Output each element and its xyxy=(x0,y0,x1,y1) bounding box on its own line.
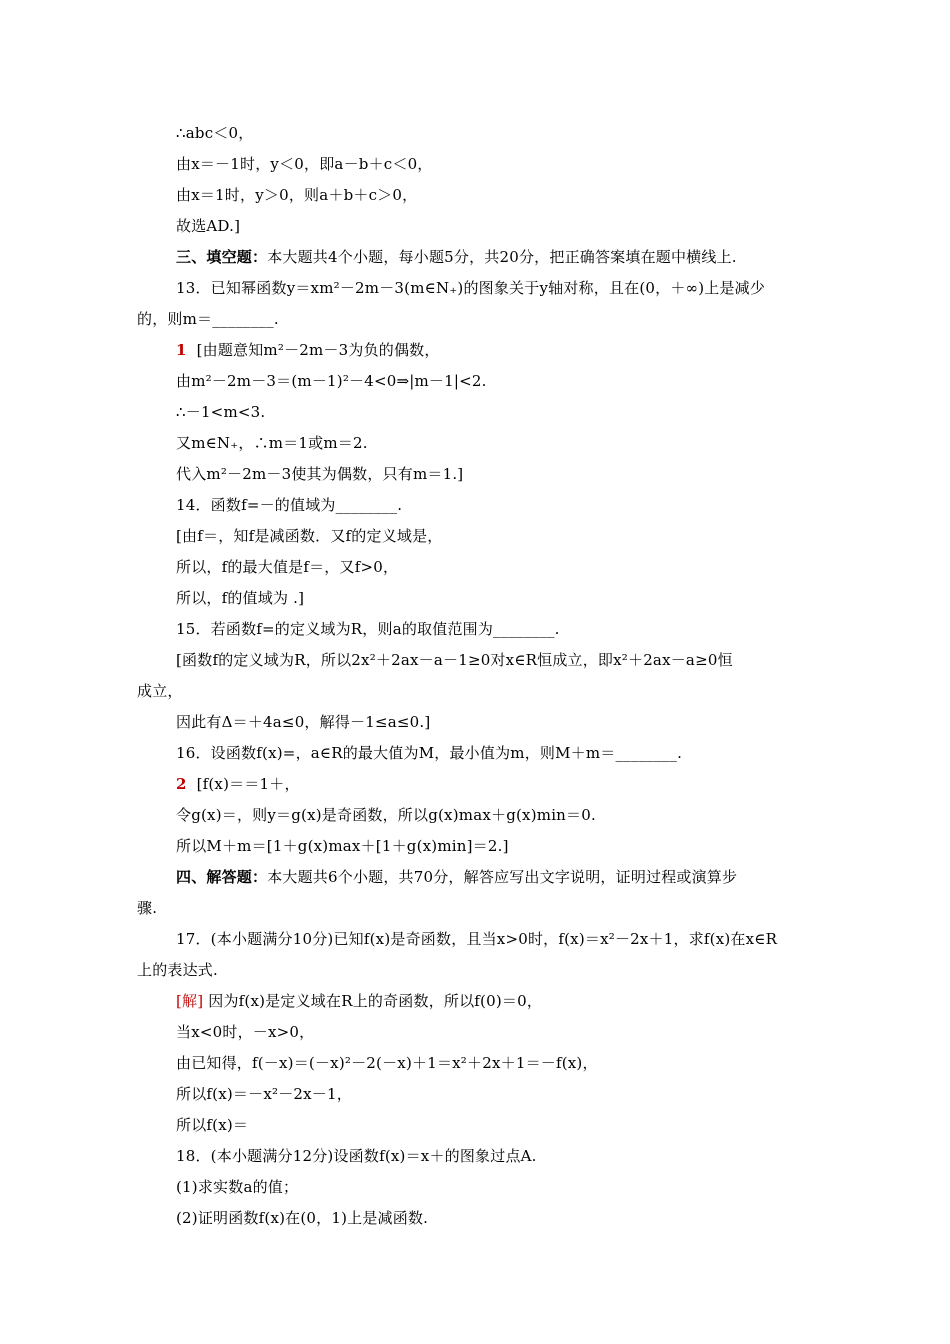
text-line: 由x＝1时，y＞0，则a＋b＋c＞0， xyxy=(176,186,418,204)
text-line: 所以，f的最大值是f＝，又f>0， xyxy=(176,558,399,576)
answer-value: 2 xyxy=(176,775,187,793)
question-14: 14．函数f=－的值域为________. xyxy=(176,496,403,514)
answer-explanation: [由题意知m²－2m－3为负的偶数， xyxy=(196,341,440,359)
section-heading-label: 三、填空题： xyxy=(176,248,268,266)
text-line: (1)求实数a的值； xyxy=(176,1178,299,1196)
section-heading-fill-in xyxy=(176,247,737,267)
text-line: 因此有Δ＝＋4a≤0，解得－1≤a≤0.] xyxy=(176,713,431,731)
text-line: 由x＝－1时，y＜0，即a－b＋c＜0， xyxy=(176,155,433,173)
question-15: 15．若函数f=的定义域为R，则a的取值范围为________. xyxy=(176,620,560,638)
text-line: (2)证明函数f(x)在(0，1)上是减函数. xyxy=(176,1209,429,1227)
text-line: 当x<0时，－x>0， xyxy=(176,1023,315,1041)
section-heading-text: 本大题共6个小题，共70分，解答应写出文字说明，证明过程或演算步 xyxy=(267,868,738,886)
question-17-cont: 上的表达式. xyxy=(137,961,218,979)
text-line: 所以f(x)＝－x²－2x－1， xyxy=(176,1085,352,1103)
solution-tag: [解] xyxy=(176,992,204,1010)
question-13-cont: 的，则m＝________. xyxy=(137,310,279,328)
solution-17 xyxy=(176,991,542,1011)
text-line: 由m²－2m－3＝(m－1)²－4<0⇒|m－1|<2. xyxy=(176,372,487,390)
text-line: 骤. xyxy=(137,899,158,917)
question-18: 18．(本小题满分12分)设函数f(x)＝x＋的图象过点A. xyxy=(176,1147,537,1165)
text-line: [函数f的定义域为R，所以2x²＋2ax－a－1≥0对x∈R恒成立，即x²＋2ax－a≥0恒 xyxy=(176,651,733,669)
text-line: 所以，f的值域为 .] xyxy=(176,589,305,607)
text-line: ∴－1<m<3. xyxy=(176,403,266,421)
answer-explanation: [f(x)＝＝1＋， xyxy=(196,775,300,793)
solution-text: 因为f(x)是定义域在R上的奇函数，所以f(0)＝0， xyxy=(203,992,543,1010)
section-heading-answer xyxy=(176,867,737,887)
answer-13 xyxy=(176,340,440,360)
text-line: 又m∈N₊，∴m＝1或m＝2. xyxy=(176,434,368,452)
text-line: 所以f(x)＝ xyxy=(176,1116,249,1134)
question-17: 17．(本小题满分10分)已知f(x)是奇函数，且当x>0时，f(x)＝x²－2x＋1，求f(x)在x∈R xyxy=(176,930,778,948)
section-heading-text: 本大题共4个小题，每小题5分，共20分，把正确答案填在题中横线上. xyxy=(267,248,737,266)
question-13: 13．已知幂函数y＝xm²－2m－3(m∈N₊)的图象关于y轴对称，且在(0，＋∞)上是减少 xyxy=(176,279,766,297)
text-line: 所以M＋m＝[1＋g(x)max＋[1＋g(x)min]＝2.] xyxy=(176,837,509,855)
text-line: 故选AD.] xyxy=(176,217,241,235)
question-16: 16．设函数f(x)=，a∈R的最大值为M，最小值为m，则M＋m＝________. xyxy=(176,744,683,762)
text-line: 由已知得，f(－x)＝(－x)²－2(－x)＋1＝x²＋2x＋1＝－f(x)， xyxy=(176,1054,598,1072)
text-line: ∴abc＜0， xyxy=(176,124,254,142)
answer-16 xyxy=(176,774,300,794)
section-heading-label: 四、解答题： xyxy=(176,868,268,886)
text-line: 令g(x)＝，则y＝g(x)是奇函数，所以g(x)max＋g(x)min＝0. xyxy=(176,806,596,824)
text-line: 代入m²－2m－3使其为偶数，只有m＝1.] xyxy=(176,465,464,483)
answer-value: 1 xyxy=(176,341,187,359)
text-line: 成立， xyxy=(137,682,183,700)
text-line: [由f＝，知f是减函数．又f的定义域是， xyxy=(176,527,443,545)
